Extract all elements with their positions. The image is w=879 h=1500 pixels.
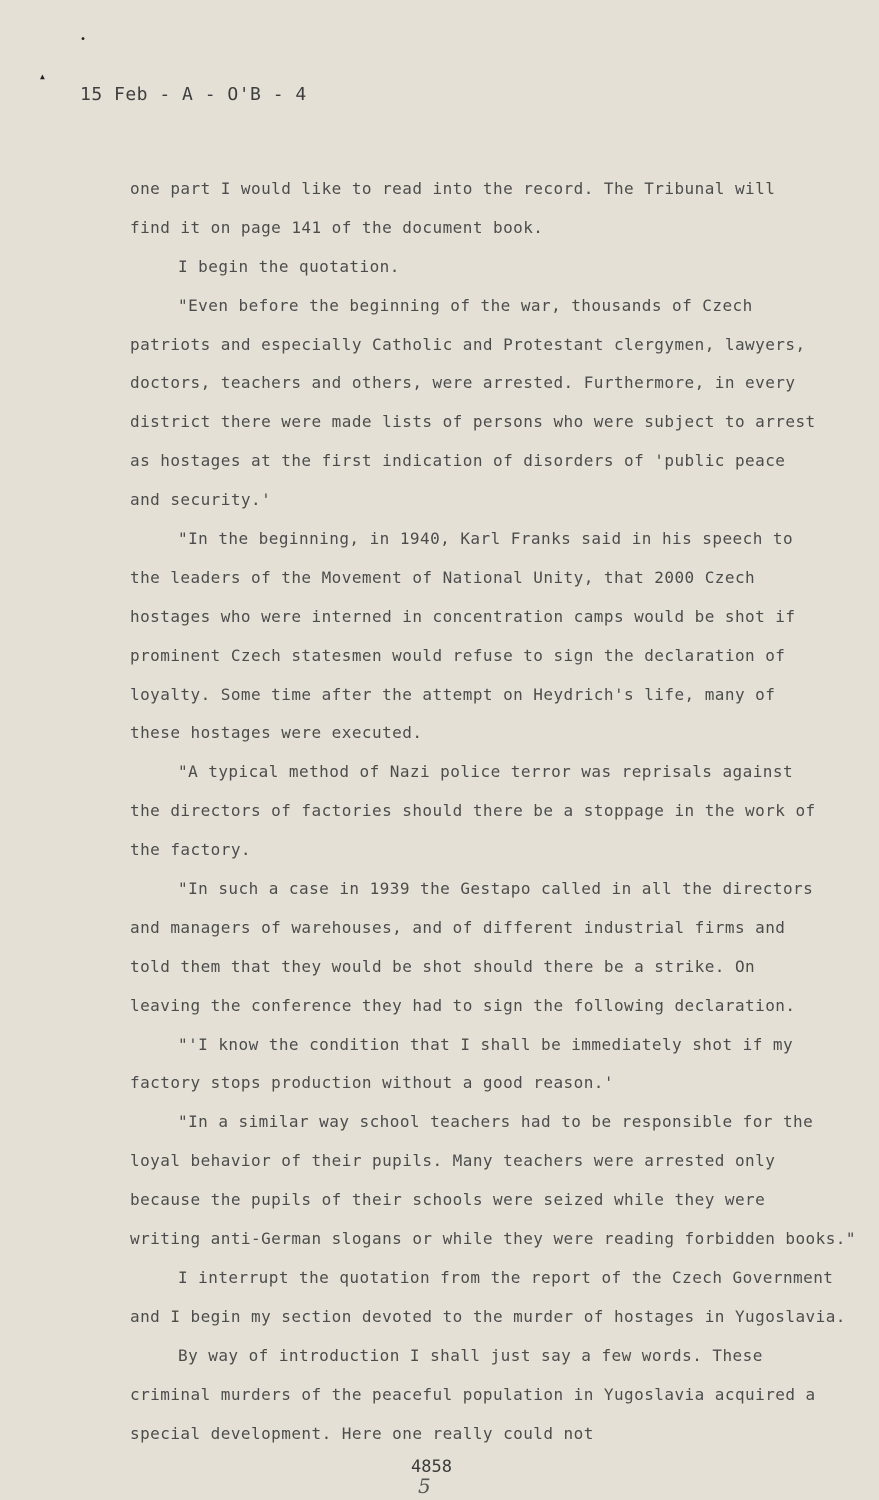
page-number: 4858 bbox=[411, 1457, 452, 1477]
text-line: the factory. bbox=[130, 840, 251, 860]
text-line: "Even before the beginning of the war, thousands of Czech bbox=[178, 295, 753, 315]
page-subnumber: 5 bbox=[418, 1474, 431, 1498]
text-line: hostages who were interned in concentration camps would be shot if bbox=[130, 606, 796, 626]
text-line: the directors of factories should there be a stoppage in the work of bbox=[130, 801, 816, 821]
text-line: doctors, teachers and others, were arrested. Furthermore, in every bbox=[130, 373, 796, 393]
text-line: and I begin my section devoted to the murder of hostages in Yugoslavia. bbox=[130, 1306, 846, 1326]
text-line: prominent Czech statesmen would refuse to sign the declaration of bbox=[130, 645, 786, 665]
text-line: one part I would like to read into the record. The Tribunal will bbox=[130, 179, 776, 198]
text-line: and managers of warehouses, and of different industrial firms and bbox=[130, 917, 786, 937]
text-line: "In such a case in 1939 the Gestapo called in all the directors bbox=[178, 879, 814, 899]
text-line: loyal behavior of their pupils. Many teachers were arrested only bbox=[130, 1151, 776, 1171]
text-line: writing anti-German slogans or while they were reading forbidden books." bbox=[130, 1229, 856, 1249]
text-line: leaving the conference they had to sign the following declaration. bbox=[130, 995, 796, 1015]
text-line: factory stops production without a good reason.' bbox=[130, 1073, 614, 1093]
text-line: I interrupt the quotation from the report of the Czech Government bbox=[178, 1267, 834, 1287]
text-line: patriots and especially Catholic and Protestant clergymen, lawyers, bbox=[130, 334, 806, 354]
text-line: loyalty. Some time after the attempt on Heydrich's life, many of bbox=[130, 684, 776, 704]
text-line: "In a similar way school teachers had to be responsible for the bbox=[178, 1112, 814, 1132]
text-line: the leaders of the Movement of National Unity, that 2000 Czech bbox=[130, 567, 756, 587]
margin-mark-left: ▲ bbox=[40, 72, 45, 81]
text-line: because the pupils of their schools were seized while they were bbox=[130, 1190, 766, 1210]
text-line: and security.' bbox=[130, 490, 272, 510]
transcript-body bbox=[130, 170, 856, 1453]
text-line: By way of introduction I shall just say a few words. These bbox=[178, 1345, 763, 1365]
text-line: "'I know the condition that I shall be immediately shot if my bbox=[178, 1034, 794, 1054]
document-reference: 15 Feb - A - O'B - 4 bbox=[80, 84, 307, 105]
text-line: "A typical method of Nazi police terror was reprisals against bbox=[178, 762, 794, 782]
text-line: criminal murders of the peaceful population in Yugoslavia acquired a bbox=[130, 1384, 816, 1404]
text-line: find it on page 141 of the document book. bbox=[130, 217, 544, 237]
text-line: special development. Here one really could not bbox=[130, 1423, 594, 1443]
text-line: district there were made lists of persons who were subject to arrest bbox=[130, 412, 816, 432]
text-line: these hostages were executed. bbox=[130, 723, 423, 743]
text-line: told them that they would be shot should there be a strike. On bbox=[130, 956, 756, 976]
text-line: "In the beginning, in 1940, Karl Franks said in his speech to bbox=[178, 529, 794, 549]
text-line: as hostages at the first indication of disorders of 'public peace bbox=[130, 451, 786, 471]
margin-mark-top: • bbox=[80, 34, 87, 45]
text-line: I begin the quotation. bbox=[178, 256, 400, 276]
